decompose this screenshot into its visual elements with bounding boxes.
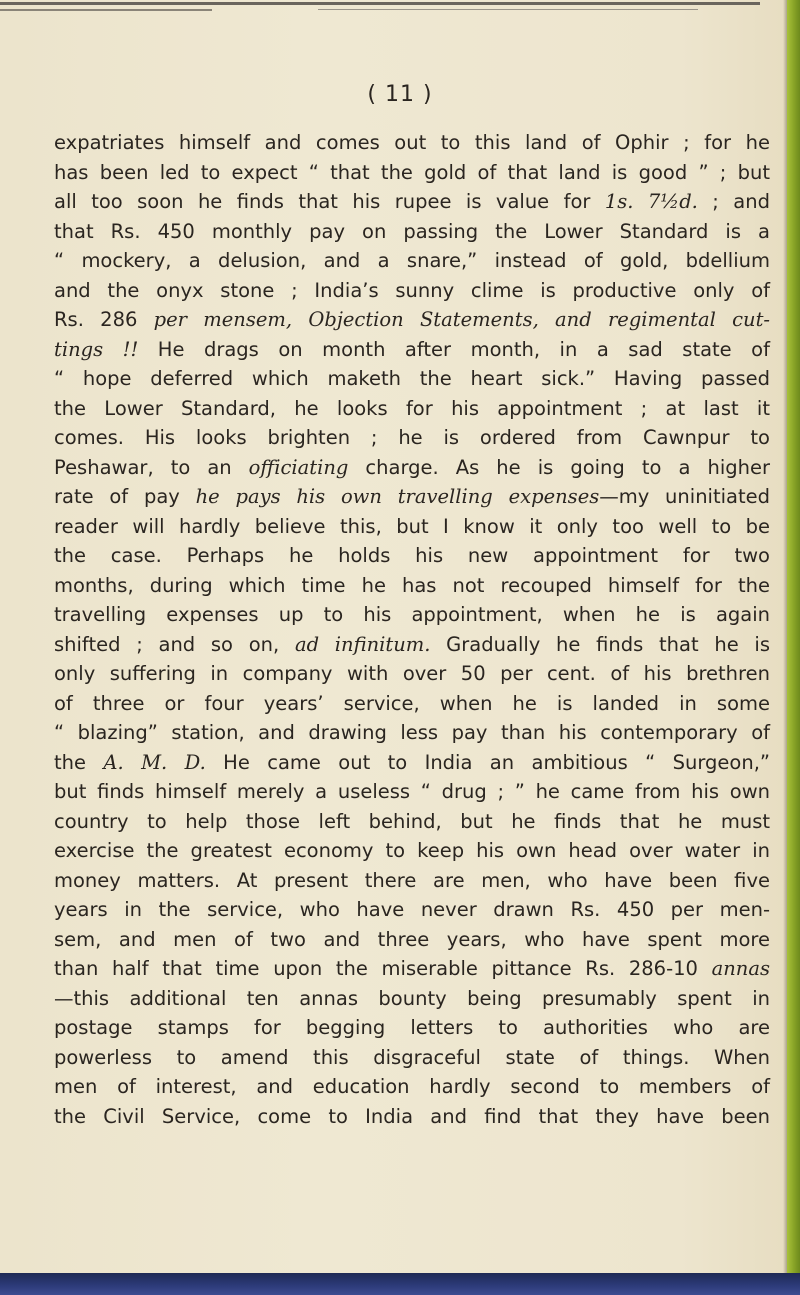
text-run: Peshawar, to an [54,455,249,479]
text-run: —my uninitiated [599,485,771,508]
text-line [54,1013,770,1043]
text-line [54,423,770,453]
text-run: years in the service, who have never drawn Rs. 450 per men- [54,898,770,921]
text-run: ; and [697,190,770,213]
text-run: the Lower Standard, he looks for his appointment ; at last it [54,396,770,420]
text-run: only suffering in company with over 50 per cent. of his brethren [54,662,770,685]
text-line [54,600,770,630]
italic-run: tings !! [54,337,139,361]
italic-run: per mensem, Objection Statements, and regimental cut- [153,308,770,331]
text-run: of three or four years’ service, when he is landed in some [54,691,770,715]
text-run: reader will hardly believe this, but I know it only too well to be [54,514,770,538]
text-run: —this additional ten annas bounty being presumably spent in [54,986,770,1010]
text-run: months, during which time he has not recouped himself for the [54,573,770,597]
text-line [54,659,770,689]
italic-run: he pays his own travelling expenses [195,485,600,508]
text-run: “ mockery, a delusion, and a snare,” instead of gold, bdellium [54,249,770,272]
book-cover-band [0,1273,800,1295]
text-run: money matters. At present there are men, who have been five [54,868,770,892]
text-line [54,689,770,719]
italic-run: officiating [248,455,349,479]
text-run: rate of pay [54,485,196,508]
text-line [54,128,770,158]
text-line [54,1072,770,1102]
text-line [54,364,770,394]
text-run: has been led to expect “ that the gold of that land is good ” ; but [54,160,770,184]
text-line [54,630,770,660]
text-line [54,777,770,807]
text-line [54,305,770,335]
text-line [54,718,770,748]
text-run: expatriates himself and comes out to this land of Ophir ; for he [54,131,770,154]
text-run: powerless to amend this disgraceful state of things. When [54,1045,770,1069]
text-line [54,925,770,955]
text-line [54,807,770,837]
text-run: the Civil Service, come to India and find that they have been [54,1104,770,1128]
text-run: sem, and men of two and three years, who have spent more [54,927,770,951]
book-edge [787,0,800,1295]
text-line [54,276,770,306]
text-line [54,453,770,483]
text-line [54,954,770,984]
text-run: postage stamps for begging letters to authorities who are [54,1016,770,1039]
text-run: He came out to India an ambitious “ Surgeon,” [205,750,771,774]
page-number: ( 11 ) [367,82,433,107]
text-run: but finds himself merely a useless “ drug ; ” he came from his own [54,780,770,803]
text-run: the case. Perhaps he holds his new appointment for two [54,544,770,567]
text-line [54,748,770,778]
text-line [54,1102,770,1132]
text-run: He drags on month after month, in a sad state of [138,337,770,361]
text-line [54,866,770,896]
top-rule-left [0,9,212,11]
text-run: the [54,750,104,774]
text-line [54,394,770,424]
text-line [54,1043,770,1073]
text-run: travelling expenses up to his appointment, when he is again [54,603,770,626]
text-run: Rs. 286 [54,308,154,331]
text-line [54,512,770,542]
text-line [54,571,770,601]
text-line [54,482,770,512]
text-line [54,246,770,276]
italic-run: A. M. D. [103,750,206,774]
body-text [54,128,770,1131]
text-run: Gradually he finds that he is [430,632,770,656]
text-run: “ hope deferred which maketh the heart sick.” Having passed [54,367,770,390]
top-rule-middle [318,9,698,10]
text-run: charge. As he is going to a higher [348,455,770,479]
text-run: “ blazing” station, and drawing less pay than his contemporary of [54,721,770,744]
text-line [54,158,770,188]
text-line [54,836,770,866]
text-run: comes. His looks brighten ; he is ordered from Cawnpur to [54,426,770,449]
text-run: shifted ; and so on, [54,632,295,656]
text-run: exercise the greatest economy to keep his own head over water in [54,839,770,862]
text-run: that Rs. 450 monthly pay on passing the Lower Standard is a [54,219,770,243]
text-run: than half that time upon the miserable pittance Rs. 286-10 [54,957,712,980]
text-line [54,541,770,571]
text-run: country to help those left behind, but he finds that he must [54,809,770,833]
text-line [54,984,770,1014]
italic-run: 1s. 7½d. [604,190,698,213]
text-line [54,217,770,247]
text-run: all too soon he finds that his rupee is value for [54,190,605,213]
italic-run: annas [711,957,770,980]
top-rule [0,2,760,5]
text-line [54,187,770,217]
text-run: men of interest, and education hardly second to members of [54,1075,770,1098]
text-line [54,335,770,365]
text-line [54,895,770,925]
text-run: and the onyx stone ; India’s sunny clime is productive only of [54,278,770,302]
italic-run: ad infinitum. [294,632,431,656]
